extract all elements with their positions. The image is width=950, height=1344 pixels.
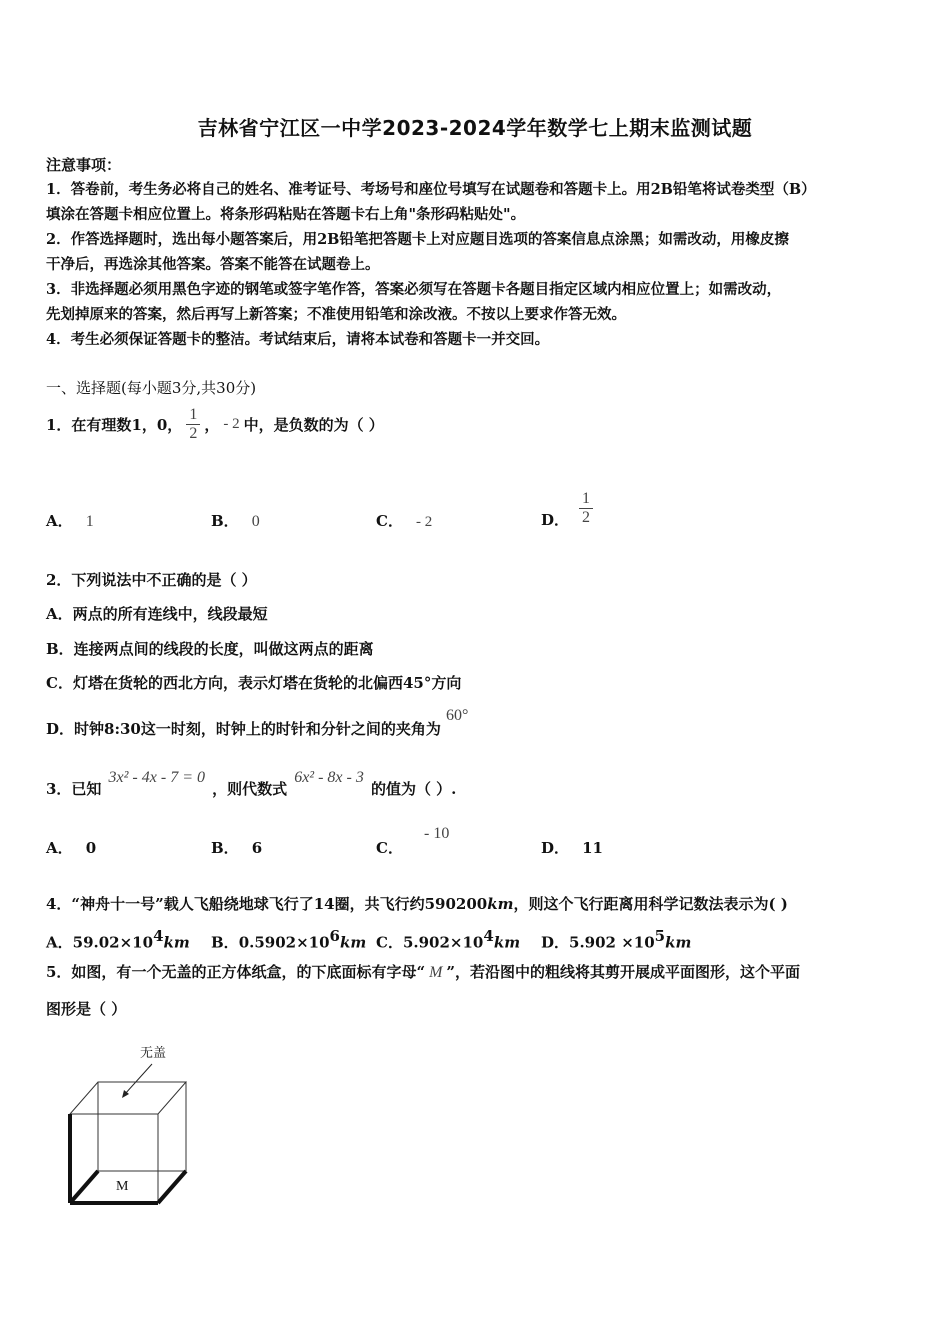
- q4-option-d[interactable]: [541, 927, 691, 952]
- q3-option-d-label: D．: [541, 839, 570, 857]
- q3-stem-a: 3．已知: [46, 780, 102, 798]
- q4-stem-a: 4．“神舟十一号”载人飞船绕地球飞行了14圈，共飞行约590200: [46, 895, 488, 913]
- q1-option-b-label: B．: [211, 512, 239, 530]
- q4-option-b[interactable]: [211, 927, 366, 952]
- q4-option-d-unit: km: [665, 933, 692, 952]
- q3-stem-b: ，则代数式: [212, 780, 288, 798]
- q3-option-a[interactable]: [46, 837, 96, 858]
- q5-letter: M: [429, 964, 443, 981]
- q1-stem-c: 中，是负数的为（ ）: [243, 415, 384, 434]
- q4-option-b-mantissa: 0.5902×10: [238, 933, 330, 952]
- q4-unit: km: [487, 895, 514, 913]
- notice-line-3a: 3．非选择题必须用黑色字迹的钢笔或签字笔作答，答案必须写在答题卡各题目指定区域内相应位置上；如需改动，: [46, 281, 782, 298]
- q4-option-c-unit: km: [493, 933, 521, 952]
- q3-option-c[interactable]: [376, 822, 450, 857]
- q4-option-a-label: A．: [46, 933, 73, 952]
- q1-option-a-value: 1: [85, 513, 94, 530]
- question-4-stem: [46, 893, 788, 914]
- q3-option-b-label: B．: [211, 839, 239, 857]
- cube-bottom-left-thick-edge: [70, 1171, 98, 1203]
- q3-option-b-value: 6: [251, 839, 263, 857]
- q4-option-b-label: B．: [211, 933, 239, 952]
- q3-option-d-value: 11: [582, 839, 603, 857]
- q1-option-a-label: A．: [46, 512, 73, 530]
- q1-frac-den: 2: [189, 424, 198, 442]
- question-2-stem: 2．下列说法中不正确的是（ ）: [46, 571, 257, 589]
- figure-label-no-lid: 无盖: [140, 1046, 167, 1061]
- q1-option-c-value: - 2: [416, 514, 433, 530]
- q2-option-b[interactable]: B．连接两点间的线段的长度，叫做这两点的距离: [46, 640, 374, 658]
- q1-option-c-label: C．: [376, 512, 403, 530]
- q5-stem-a: 5．如图，有一个无盖的正方体纸盒，的下底面标有字母“: [46, 963, 426, 981]
- q3-option-a-value: 0: [85, 839, 97, 857]
- q3-option-a-label: A．: [46, 839, 73, 857]
- section-heading: 一、选择题(每小题3分,共30分): [46, 379, 257, 397]
- q1-neg2: - 2: [223, 415, 240, 432]
- q1-frac-num: 1: [186, 406, 200, 425]
- q1-option-c[interactable]: [376, 510, 432, 531]
- q2-option-a[interactable]: A．两点的所有连线中，线段最短: [46, 605, 268, 623]
- q4-option-c-label: C．: [376, 933, 403, 952]
- q4-option-b-exponent: 6: [329, 927, 340, 945]
- q4-option-a-unit: km: [163, 933, 190, 952]
- q4-option-a-exponent: 4: [153, 927, 164, 945]
- notice-line-1a: 1．答卷前，考生务必将自己的姓名、准考证号、考场号和座位号填写在试题卷和答题卡上。用2B铅笔将试卷类型（B）: [46, 181, 816, 198]
- q1-option-d-label: D．: [541, 510, 570, 529]
- q3-expression: 6x² - 8x - 3: [294, 769, 364, 786]
- cube-figure: [60, 1038, 200, 1213]
- q1-option-d[interactable]: [541, 486, 593, 530]
- q1-option-b-value: 0: [251, 513, 260, 530]
- cube-bottom-right-thick-edge: [158, 1171, 186, 1203]
- q1-stem-a: 1．在有理数1，0，: [46, 415, 183, 434]
- q3-option-c-value: - 10: [424, 825, 450, 842]
- q1-option-d-fraction: [579, 490, 593, 527]
- q2-option-c[interactable]: C．灯塔在货轮的西北方向，表示灯塔在货轮的北偏西45°方向: [46, 674, 462, 692]
- q1-option-a[interactable]: [46, 510, 94, 531]
- q3-option-c-label: C．: [376, 839, 403, 857]
- q1-fraction: [186, 406, 200, 443]
- q4-option-d-exponent: 5: [654, 927, 666, 945]
- q2-option-d[interactable]: [46, 704, 469, 738]
- q4-option-d-mantissa: 5.902 ×10: [569, 933, 655, 952]
- notice-heading: 注意事项：: [46, 156, 122, 174]
- q4-option-d-label: D．: [541, 933, 570, 952]
- q3-stem-c: 的值为（ ）.: [370, 780, 457, 798]
- q4-option-c[interactable]: [376, 927, 520, 952]
- notice-line-4: 4．考生必须保证答题卡的整洁。考试结束后，请将本试卷和答题卡一并交回。: [46, 331, 550, 348]
- question-5-stem-line-2: 图形是（ ）: [46, 1000, 127, 1018]
- q4-option-c-mantissa: 5.902×10: [402, 933, 484, 952]
- q4-option-c-exponent: 4: [483, 927, 494, 945]
- q4-option-a[interactable]: [46, 927, 190, 952]
- q1-option-d-num: 1: [579, 490, 593, 509]
- notice-line-1b: 填涂在答题卡相应位置上。将条形码粘贴在答题卡右上角"条形码粘贴处"。: [46, 206, 526, 223]
- cube-top-face: [70, 1082, 186, 1114]
- figure-face-letter: M: [116, 1179, 129, 1194]
- q1-option-b[interactable]: [211, 510, 260, 531]
- q2-option-d-angle: 60°: [445, 707, 469, 724]
- question-1-stem: [46, 402, 384, 446]
- q2-option-d-text: D．时钟8:30这一时刻，时钟上的时针和分针之间的夹角为: [46, 720, 441, 738]
- q3-equation: 3x² - 4x - 7 = 0: [108, 769, 205, 786]
- q1-option-d-den: 2: [582, 508, 591, 526]
- q3-option-d[interactable]: [541, 837, 603, 858]
- cube-drawing: [60, 1038, 200, 1213]
- notice-line-2a: 2．作答选择题时，选出每小题答案后，用2B铅笔把答题卡上对应题目选项的答案信息点涂黑；如需改动，用橡皮擦: [46, 231, 789, 248]
- notice-line-2b: 干净后，再选涂其他答案。答案不能答在试题卷上。: [46, 256, 380, 273]
- notice-line-3b: 先划掉原来的答案，然后再写上新答案；不准使用铅笔和涂改液。不按以上要求作答无效。: [46, 306, 626, 323]
- q3-option-b[interactable]: [211, 837, 262, 858]
- q4-stem-b: ，则这个飞行距离用科学记数法表示为( ): [513, 895, 788, 913]
- q5-stem-b: ”，若沿图中的粗线将其剪开展成平面图形，这个平面: [446, 963, 801, 981]
- question-5-stem-line-1: [46, 961, 800, 982]
- page-title: 吉林省宁江区一中学2023-2024学年数学七上期末监测试题: [197, 116, 753, 140]
- q4-option-b-unit: km: [339, 933, 367, 952]
- question-3-stem: [46, 766, 457, 798]
- q4-option-a-mantissa: 59.02×10: [72, 933, 154, 952]
- q1-stem-b: ，: [204, 415, 220, 434]
- pointer-arrow-line: [125, 1064, 152, 1094]
